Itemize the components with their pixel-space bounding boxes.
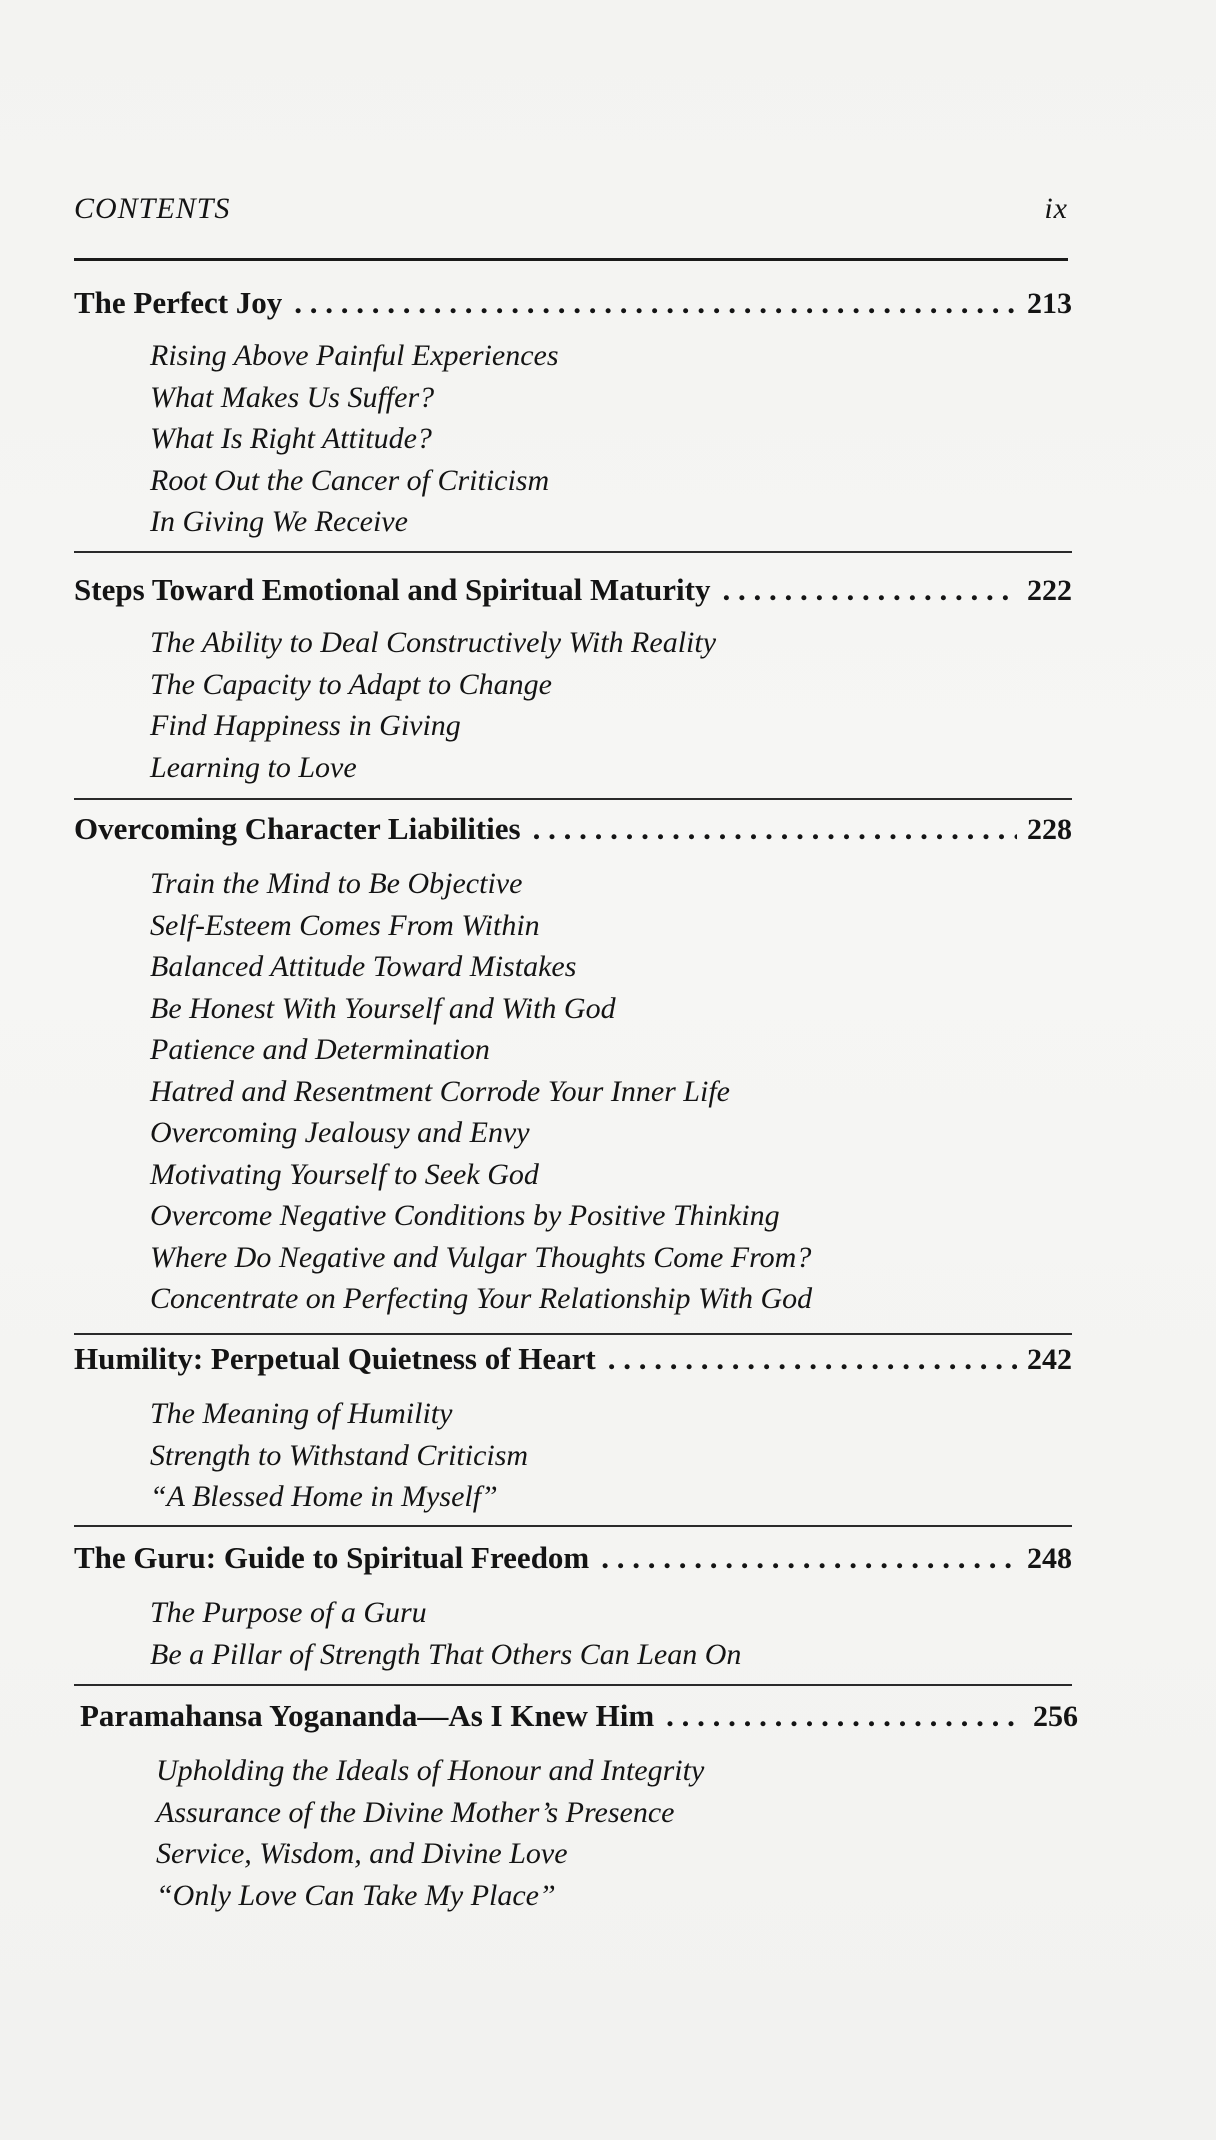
chapter-title: Overcoming Character Liabilities	[74, 811, 521, 846]
chapter-entry	[80, 1693, 1078, 1740]
subheading: Upholding the Ideals of Honour and Integrity	[156, 1754, 705, 1787]
subheading: Strength to Withstand Criticism	[150, 1438, 529, 1472]
chapter-page: 242	[1027, 1343, 1072, 1376]
toc-section	[74, 567, 1072, 788]
subheading: Overcoming Jealousy and Envy	[150, 1116, 530, 1149]
toc-section	[74, 280, 1072, 543]
chapter-title: The Perfect Joy	[74, 285, 283, 320]
subheading: The Meaning of Humility	[150, 1397, 453, 1430]
subheading-list	[74, 335, 1072, 543]
running-head	[74, 192, 1068, 232]
chapter-entry	[74, 806, 1072, 853]
leader-dots	[608, 1336, 1017, 1382]
chapter-page: 213	[1027, 287, 1072, 320]
subheading: Rising Above Painful Experiences	[150, 339, 559, 372]
subheading: What Is Right Attitude?	[150, 422, 432, 455]
chapter-page: 256	[1033, 1700, 1078, 1733]
leader-dots	[666, 1693, 1023, 1739]
subheading: Service, Wisdom, and Divine Love	[156, 1837, 568, 1870]
leader-dots	[533, 806, 1017, 852]
chapter-title: Paramahansa Yogananda—As I Knew Him	[80, 1698, 655, 1733]
toc-section	[74, 1535, 1072, 1675]
section-divider	[74, 1525, 1072, 1527]
chapter-entry	[74, 567, 1072, 614]
leader-dots	[601, 1535, 1017, 1581]
subheading-list	[74, 863, 1072, 1320]
chapter-entry	[74, 280, 1072, 327]
subheading: Motivating Yourself to Seek God	[150, 1157, 539, 1191]
chapter-title: Humility: Perpetual Quietness of Heart	[74, 1341, 596, 1376]
header-rule	[74, 258, 1068, 261]
subheading: Root Out the Cancer of Criticism	[150, 463, 550, 497]
section-divider	[74, 551, 1072, 553]
subheading: Overcome Negative Conditions by Positive Thinking	[150, 1199, 780, 1232]
subheading: “Only Love Can Take My Place”	[156, 1878, 556, 1912]
subheading-list	[80, 1750, 1078, 1916]
section-divider	[74, 798, 1072, 800]
subheading: “A Blessed Home in Myself”	[150, 1480, 498, 1513]
subheading: Self-Esteem Comes From Within	[150, 908, 540, 942]
subheading: Where Do Negative and Vulgar Thoughts Come From?	[150, 1240, 812, 1274]
section-divider	[74, 1333, 1072, 1335]
subheading: Assurance of the Divine Mother’s Presence	[156, 1795, 675, 1829]
leader-dots	[294, 280, 1017, 326]
subheading: Be a Pillar of Strength That Others Can Lean On	[150, 1637, 742, 1671]
chapter-page: 248	[1027, 1542, 1072, 1575]
leader-dots	[722, 567, 1017, 613]
toc-section	[80, 1693, 1078, 1916]
subheading: What Makes Us Suffer?	[150, 380, 435, 414]
subheading: The Ability to Deal Constructively With Reality	[150, 626, 717, 659]
subheading: Patience and Determination	[150, 1033, 490, 1066]
chapter-title: The Guru: Guide to Spiritual Freedom	[74, 1540, 590, 1575]
subheading: Hatred and Resentment Corrode Your Inner Life	[150, 1074, 730, 1108]
subheading-list	[74, 1592, 1072, 1675]
toc-section	[74, 1336, 1072, 1518]
subheading: In Giving We Receive	[150, 505, 408, 538]
page-number-roman: ix	[1044, 192, 1068, 225]
toc-section	[74, 806, 1072, 1320]
running-head-left: CONTENTS	[74, 192, 231, 225]
subheading: Be Honest With Yourself and With God	[150, 991, 616, 1025]
chapter-page: 228	[1027, 813, 1072, 846]
subheading-list	[74, 622, 1072, 788]
subheading: The Capacity to Adapt to Change	[150, 667, 552, 701]
subheading: Balanced Attitude Toward Mistakes	[150, 950, 577, 983]
subheading: Concentrate on Perfecting Your Relationship With God	[150, 1282, 813, 1315]
chapter-entry	[74, 1535, 1072, 1582]
subheading: Train the Mind to Be Objective	[150, 867, 523, 900]
chapter-page: 222	[1027, 574, 1072, 607]
chapter-entry	[74, 1336, 1072, 1383]
subheading: Learning to Love	[150, 750, 357, 784]
section-divider	[74, 1684, 1072, 1686]
subheading: Find Happiness in Giving	[150, 709, 461, 742]
subheading-list	[74, 1393, 1072, 1518]
subheading: The Purpose of a Guru	[150, 1596, 427, 1629]
chapter-title: Steps Toward Emotional and Spiritual Maturity	[74, 572, 711, 607]
